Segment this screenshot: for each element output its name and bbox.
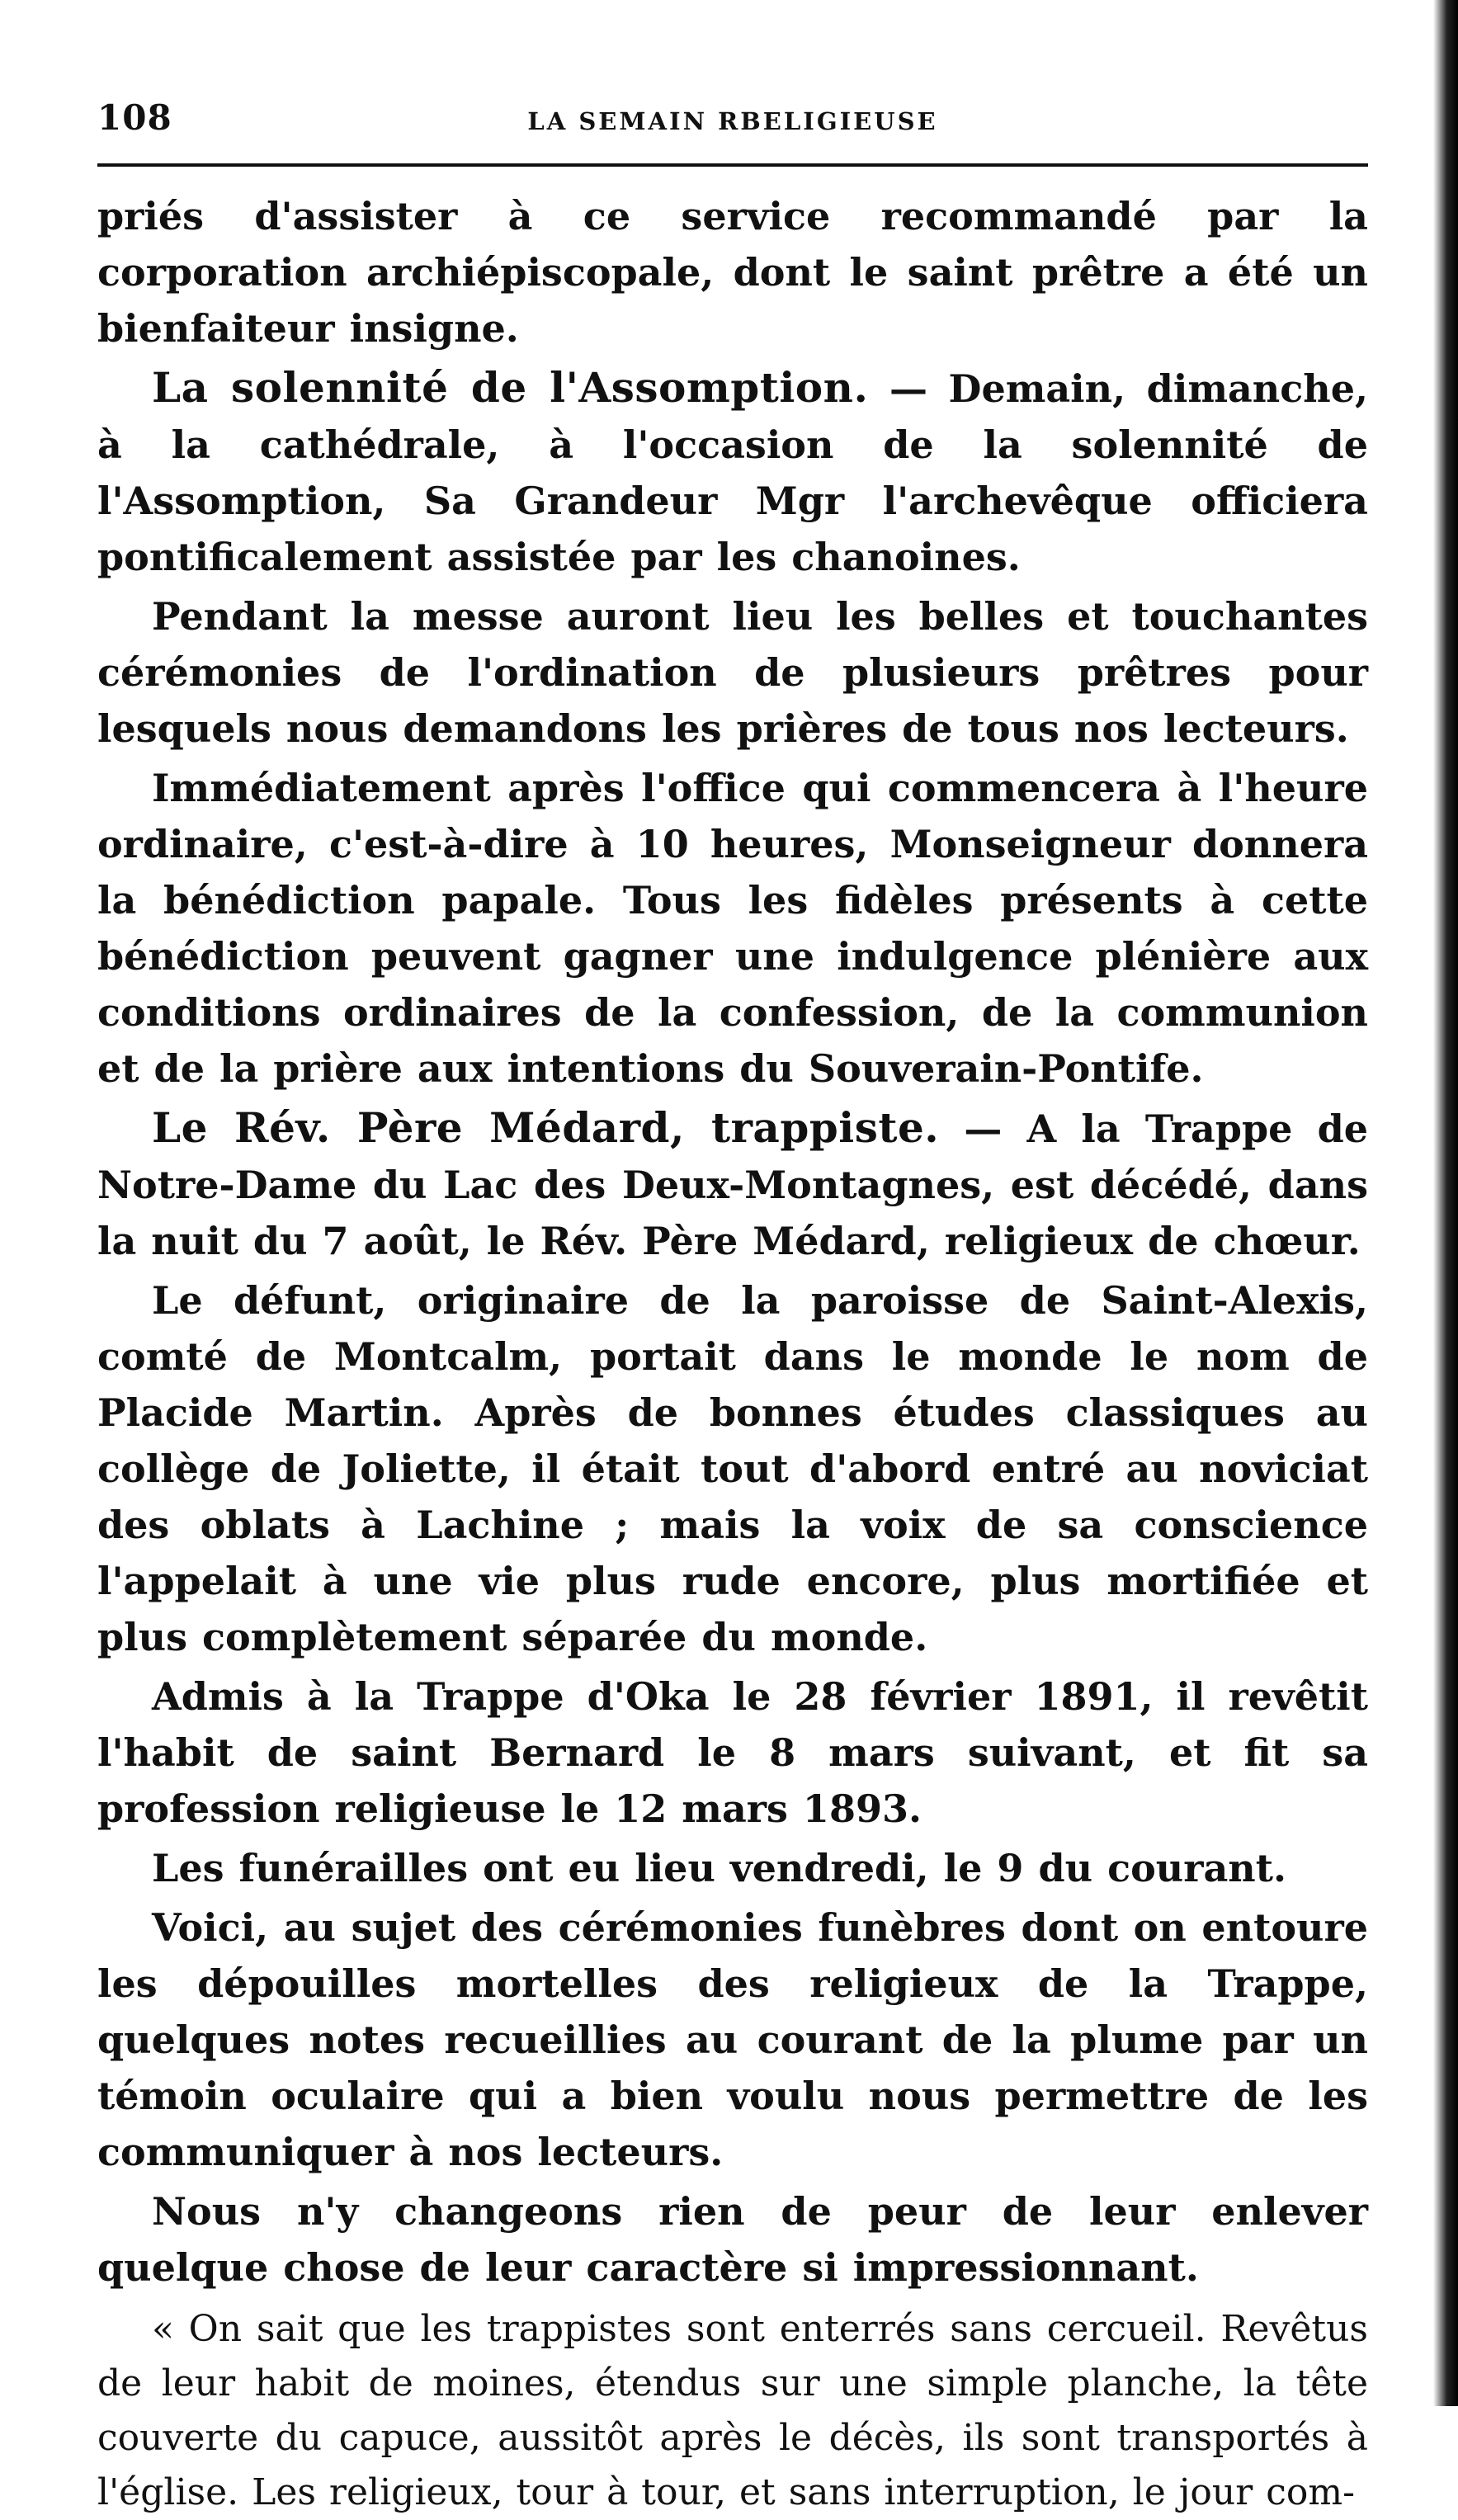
quoted-notes bbox=[97, 2302, 1368, 2520]
page bbox=[97, 91, 1368, 2520]
page-number: 108 bbox=[97, 97, 172, 138]
page-header bbox=[97, 91, 1368, 150]
paragraph bbox=[97, 588, 1368, 757]
section-heading: La solennité de l'Assomption. bbox=[152, 363, 869, 412]
paragraph bbox=[97, 188, 1368, 356]
quote-paragraph: « On sait que les trappistes sont enterrés sans cercueil. Revêtus de leur habit de moines, étendus sur une simple planche, la tête couverte du capuce, aussitôt après le décès, ils sont transportés à l'église. Les religieux, tour à tour, et sans interruption, le jour com- bbox=[97, 2308, 1368, 2513]
article-body bbox=[97, 188, 1368, 2296]
paragraph-text: Voici, au sujet des cérémonies funèbres dont on entoure les dépouilles mortelles des religieux de la Trappe, quelques notes recueillies au courant de la plume par un témoin oculaire qui a bien voulu nous permettre de les communiquer à nos lecteurs. bbox=[97, 1905, 1368, 2174]
page-edge-shadow bbox=[1433, 0, 1458, 2406]
paragraph bbox=[97, 2183, 1368, 2296]
paragraph bbox=[97, 1272, 1368, 1665]
paragraph-text: — A la Trappe de Notre-Dame du Lac des Deux-Montagnes, est décédé, dans la nuit du 7 août, le Rév. Père Médard, religieux de chœur. bbox=[97, 1107, 1368, 1263]
paragraph-text: Les funérailles ont eu lieu vendredi, le 9 du courant. bbox=[152, 1846, 1286, 1890]
paragraph-text: Pendant la messe auront lieu les belles et touchantes cérémonies de l'ordination de plusieurs prêtres pour lesquels nous demandons les prières de tous nos lecteurs. bbox=[97, 594, 1368, 751]
paragraph-text: priés d'assister à ce service recommandé par la corporation archiépiscopale, dont le saint prêtre a été un bienfaiteur insigne. bbox=[97, 194, 1368, 351]
paragraph bbox=[97, 1100, 1368, 1269]
paragraph bbox=[97, 1668, 1368, 1837]
paragraph-text: — Demain, dimanche, à la cathédrale, à l'occasion de la solennité de l'Assomption, Sa Grandeur Mgr l'archevêque officiera pontificalement assistée par les chanoines. bbox=[97, 366, 1368, 579]
paragraph bbox=[97, 1840, 1368, 1896]
section-heading: Le Rév. Père Médard, trappiste. bbox=[152, 1103, 940, 1152]
paragraph-text: Immédiatement après l'office qui commencera à l'heure ordinaire, c'est-à-dire à 10 heures, Monseigneur donnera la bénédiction papale. Tous les fidèles présents à cette bénédiction peuvent gagner une indulgence plénière aux conditions ordinaires de la confession, de la communion et de la prière aux intentions du Souverain-Pontife. bbox=[97, 766, 1368, 1091]
paragraph-text: Le défunt, originaire de la paroisse de Saint-Alexis, comté de Montcalm, portait dans le monde le nom de Placide Martin. Après de bonnes études classiques au collège de Joliette, il était tout d'abord entré au noviciat des oblats à Lachine ; mais la voix de sa conscience l'appelait à une vie plus rude encore, plus mortifiée et plus complètement séparée du monde. bbox=[97, 1278, 1368, 1659]
paragraph bbox=[97, 760, 1368, 1097]
paragraph bbox=[97, 360, 1368, 585]
running-title: LA SEMAIN RBELIGIEUSE bbox=[527, 107, 938, 135]
header-rule bbox=[97, 163, 1368, 167]
paragraph-text: Admis à la Trappe d'Oka le 28 février 1891, il revêtit l'habit de saint Bernard le 8 mars suivant, et fit sa profession religieuse le 12 mars 1893. bbox=[97, 1674, 1368, 1831]
paragraph-text: Nous n'y changeons rien de peur de leur enlever quelque chose de leur caractère si impressionnant. bbox=[97, 2189, 1368, 2290]
paragraph bbox=[97, 1899, 1368, 2180]
